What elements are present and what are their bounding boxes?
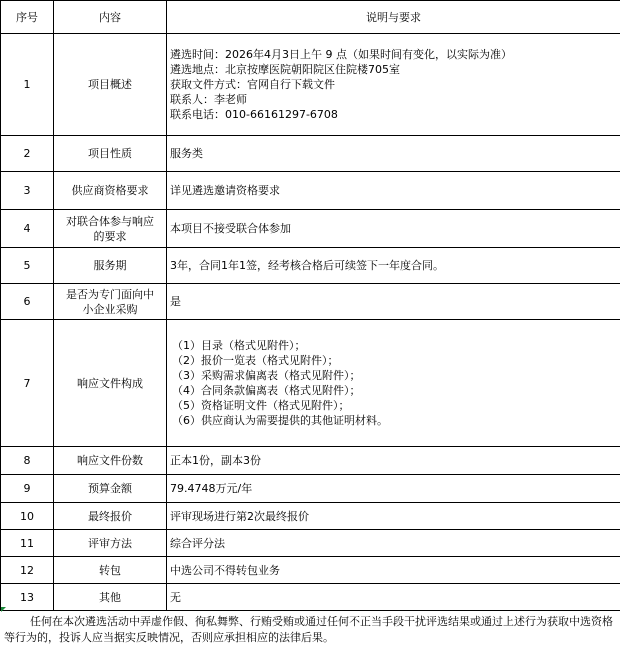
header-seq: 序号 bbox=[1, 1, 54, 34]
row-number: 13 bbox=[1, 584, 54, 611]
header-desc: 说明与要求 bbox=[167, 1, 620, 34]
row-description: 是 bbox=[167, 284, 620, 320]
table-row bbox=[1, 172, 620, 210]
row-item-name: 服务期 bbox=[54, 248, 167, 284]
row-item-name: 响应文件构成 bbox=[54, 320, 167, 447]
row-item-name: 其他 bbox=[54, 584, 167, 611]
header-content: 内容 bbox=[54, 1, 167, 34]
row-description: 本项目不接受联合体参加 bbox=[167, 210, 620, 248]
row-item-name: 项目性质 bbox=[54, 136, 167, 172]
row-number: 6 bbox=[1, 284, 54, 320]
row-description bbox=[167, 34, 620, 136]
row-number: 2 bbox=[1, 136, 54, 172]
row-description: 79.4748万元/年 bbox=[167, 475, 620, 503]
row-number: 12 bbox=[1, 557, 54, 584]
table-row bbox=[1, 136, 620, 172]
table-row bbox=[1, 447, 620, 475]
table-row bbox=[1, 284, 620, 320]
description-line: 获取文件方式：官网自行下载文件 bbox=[170, 78, 335, 91]
table-row bbox=[1, 557, 620, 584]
row-number: 7 bbox=[1, 320, 54, 447]
row-description: 详见遴选邀请资格要求 bbox=[167, 172, 620, 210]
row-number: 10 bbox=[1, 503, 54, 530]
row-number: 1 bbox=[1, 34, 54, 136]
row-item-name bbox=[54, 284, 167, 320]
row-item-name: 最终报价 bbox=[54, 503, 167, 530]
row-item-name: 响应文件份数 bbox=[54, 447, 167, 475]
item-name-line: 对联合体参与响应 bbox=[66, 214, 154, 228]
row-description: 中选公司不得转包业务 bbox=[167, 557, 620, 584]
list-item: （4）合同条款偏离表（格式见附件）； bbox=[172, 384, 361, 397]
description-line: 遴选时间：2026年4月3日上午 9 点（如果时间有变化，以实际为准） bbox=[170, 48, 512, 61]
table-row bbox=[1, 530, 620, 557]
footer-note: 任何在本次遴选活动中弄虚作假、徇私舞弊、行贿受贿或通过任何不正当手段干扰评选结果或通过上述行为获取中选资格等行为的，投诉人应当据实反映情况，否则应承担相应的法律后果。 bbox=[4, 615, 613, 644]
row-description: 无 bbox=[167, 584, 620, 611]
row-item-name bbox=[54, 210, 167, 248]
list-item: （5）资格证明文件（格式见附件）； bbox=[172, 399, 350, 412]
list-item: （3）采购需求偏离表（格式见附件）； bbox=[172, 369, 361, 382]
row-description: 3年，合同1年1签，经考核合格后可续签下一年度合同。 bbox=[167, 248, 620, 284]
row-item-name: 项目概述 bbox=[54, 34, 167, 136]
row-description: 综合评分法 bbox=[167, 530, 620, 557]
row-item-name: 供应商资格要求 bbox=[54, 172, 167, 210]
description-line: 联系电话：010-66161297-6708 bbox=[170, 108, 338, 121]
row-number: 5 bbox=[1, 248, 54, 284]
item-name-line: 小企业采购 bbox=[82, 302, 138, 316]
list-item: （1）目录（格式见附件）； bbox=[172, 339, 306, 352]
description-line: 联系人：李老师 bbox=[170, 93, 247, 106]
table-row bbox=[1, 475, 620, 503]
row-description bbox=[167, 320, 620, 447]
item-name-line: 的要求 bbox=[93, 229, 127, 243]
table-header-row bbox=[1, 1, 620, 34]
row-number: 3 bbox=[1, 172, 54, 210]
item-name-line: 是否为专门面向中 bbox=[66, 287, 154, 301]
table-row bbox=[1, 248, 620, 284]
table-row bbox=[1, 210, 620, 248]
list-item: （6）供应商认为需要提供的其他证明材料。 bbox=[172, 414, 388, 427]
row-number: 8 bbox=[1, 447, 54, 475]
row-number: 9 bbox=[1, 475, 54, 503]
table-row bbox=[1, 503, 620, 530]
row-description: 正本1份，副本3份 bbox=[167, 447, 620, 475]
row-item-name: 转包 bbox=[54, 557, 167, 584]
row-number: 4 bbox=[1, 210, 54, 248]
row-description: 评审现场进行第2次最终报价 bbox=[167, 503, 620, 530]
description-line: 遴选地点：北京按摩医院朝阳院区住院楼705室 bbox=[170, 63, 400, 76]
document-list bbox=[170, 338, 617, 428]
list-item: （2）报价一览表（格式见附件）； bbox=[172, 354, 339, 367]
row-description: 服务类 bbox=[167, 136, 620, 172]
table-row bbox=[1, 34, 620, 136]
row-number: 11 bbox=[1, 530, 54, 557]
row-item-name: 评审方法 bbox=[54, 530, 167, 557]
table-row bbox=[1, 320, 620, 447]
row-item-name: 预算金额 bbox=[54, 475, 167, 503]
